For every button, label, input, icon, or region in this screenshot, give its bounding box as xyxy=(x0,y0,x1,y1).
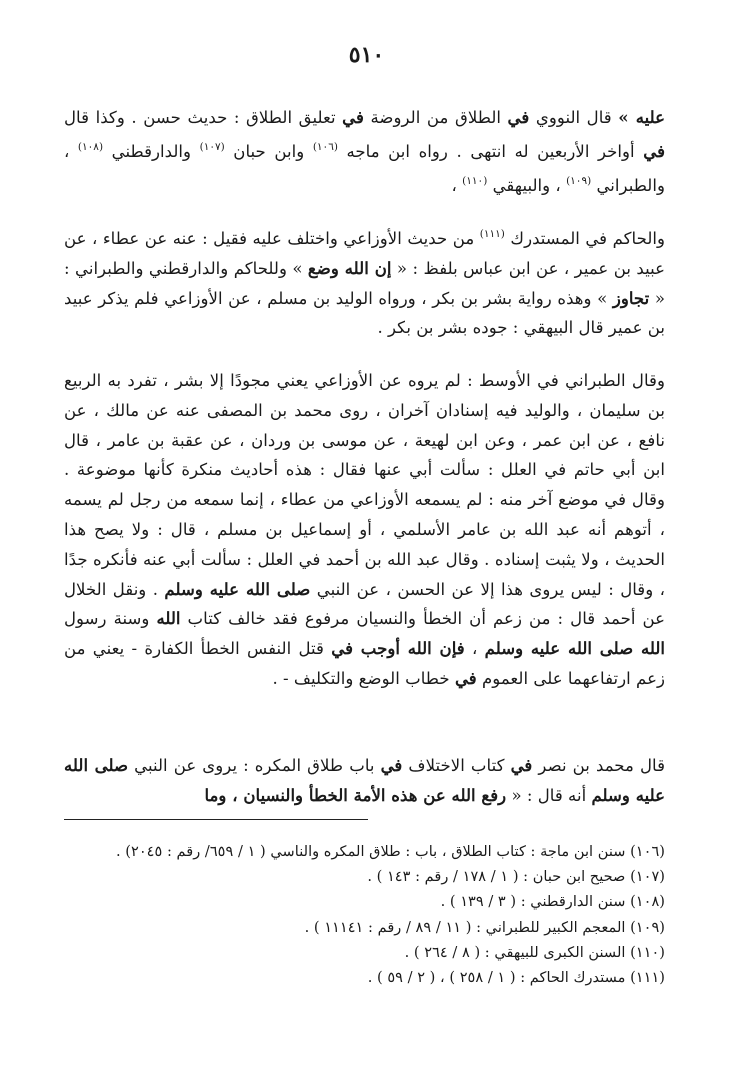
text-run: من حديث الأوزاعي واختلف عليه فقيل : عنه عن عطاء ، عن عبيد بن عمير ، عن ابن عباس بلفظ : « xyxy=(64,229,665,278)
text-run: أنه قال : « xyxy=(506,785,592,805)
text-run: » وللحاكم والدارقطني والطبراني : « xyxy=(64,258,665,308)
bold-text-run: إن الله وضع xyxy=(307,257,392,278)
bold-text-run: تجاوز xyxy=(612,287,650,308)
text-run: قتل النفس الخطأ الكفارة - يعني من زعم ارتفاعهما على العموم xyxy=(64,639,665,688)
footnote-108: (١٠٨) سنن الدارقطني : ( ٣ / ١٣٩ ) . xyxy=(440,893,665,911)
footnote-111: (١١١) مستدرك الحاكم : ( ١ / ٢٥٨ ) ، ( ٢ / ٥٩ ) . xyxy=(367,969,665,987)
text-run: وقال الطبراني في الأوسط : لم يروه عن الأوزاعي يعني مجودًا إلا بشر ، تفرد به الربيع بن سليمان ، والوليد فيه إسنادان آخران ، روى محمد بن المصفى عنه عن مالك ، عن نافع ، عن ابن عمر ، وعن ابن لهيعة ، عن موسى بن وردان ، عن عقبة بن عامر ، قال ابن أبي حاتم في العلل : سألت أبي عنها فقال : هذه أحاديث منكرة كأنها موضوعة . وقال في موضع آخر منه : لم يسمعه الأوزاعي من عطاء ، إنما سمعه من رجل لم يسمه ، أتوهم أنه عبد الله بن عامر الأسلمي ، أو إسماعيل بن مسلم ، قال : ولا يصح هذا الحديث ، ولا يثبت إسناده . وقال عبد الله بن أحمد في العلل : سألت أبي عنه فأنكره جدًا ، وقال : ليس يروى هذا إلا عن الحسن ، عن النبي xyxy=(64,371,666,599)
text-run: باب طلاق المكره : يروى عن النبي xyxy=(128,756,381,775)
footnote-divider xyxy=(64,819,368,820)
bold-text-run: في xyxy=(510,755,533,775)
text-run: تعليق الطلاق : حديث حسن . وكذا قال xyxy=(64,108,343,127)
paragraph-2 xyxy=(64,220,665,343)
footnote-ref: (١٠٧) xyxy=(199,140,225,153)
paragraph-4 xyxy=(64,751,665,811)
text-run: . ونقل الخلال عن أحمد قال : من زعم أن الخطأ والنسيان مرفوع فقد خالف كتاب xyxy=(64,579,666,629)
footnote-ref: (١٠٩) xyxy=(566,174,592,187)
footnote-ref: (١١٠) xyxy=(462,174,488,187)
text-run: قال محمد بن نصر xyxy=(532,756,665,775)
text-run: ، والطبراني xyxy=(64,141,665,195)
bold-text-run: فإن الله أوجب في xyxy=(331,638,465,659)
footnote-ref: (١٠٨) xyxy=(77,140,104,153)
paragraph-1 xyxy=(64,103,665,200)
text-run: ، والبيهقي xyxy=(487,175,567,195)
bold-text-run: رفع الله عن هذه الأمة الخطأ والنسيان ، وما xyxy=(204,784,507,805)
text-run: » وهذه رواية بشر بن بكر ، ورواه الوليد بن مسلم ، عن الأوزاعي فلم يذكر عبيد بن عمير قال البيهقي : جوده بشر بن بكر . xyxy=(64,288,665,338)
text-run: والدارقطني xyxy=(103,141,200,161)
text-run: أواخر الأربعين له انتهى . رواه ابن ماجه xyxy=(337,141,644,161)
bold-text-run: في xyxy=(380,755,403,775)
paragraph-3 xyxy=(64,366,665,694)
bold-text-run: في xyxy=(643,140,665,161)
bold-text-run: في xyxy=(507,107,530,127)
text-run: ، xyxy=(464,639,485,659)
text-run: كتاب الاختلاف xyxy=(402,756,511,775)
text-run: والحاكم في المستدرك xyxy=(504,229,666,248)
bold-text-run: الله xyxy=(156,608,181,629)
footnote-ref: (١٠٦) xyxy=(312,140,338,153)
text-run: وسنة رسول xyxy=(64,609,157,629)
footnote-110: (١١٠) السنن الكبرى للبيهقي : ( ٨ / ٢٦٤ ) . xyxy=(404,943,665,961)
footnote-109: (١٠٩) المعجم الكبير للطبراني : ( ١١ / ٨٩ / رقم : ١١١٤١ ) . xyxy=(304,918,665,936)
text-run: قال النووي xyxy=(529,108,619,127)
bold-text-run: عليه » xyxy=(618,107,665,127)
footnote-ref: (١١١) xyxy=(479,228,505,240)
bold-text-run: في xyxy=(454,667,477,688)
footnote-107: (١٠٧) صحيح ابن حبان : ( ١ / ١٧٨ / رقم : ١٤٣ ) . xyxy=(367,868,665,886)
page-number: ٥١٠ xyxy=(348,42,385,68)
footnotes-list xyxy=(64,839,665,990)
text-run: وابن حبان xyxy=(224,141,313,161)
bold-text-run: في xyxy=(342,107,364,127)
footnote-106: (١٠٦) سنن ابن ماجة : كتاب الطلاق ، باب : طلاق المكره والناسي ( ١ / ٦٥٩/ رقم : ٢٠٤٥) . xyxy=(116,843,665,860)
bold-text-run: صلى الله عليه وسلم xyxy=(64,755,665,805)
text-run: خطاب الوضع والتكليف - . xyxy=(272,668,455,688)
text-run: الطلاق من الروضة xyxy=(363,108,508,127)
bold-text-run: صلى الله عليه وسلم xyxy=(164,578,311,599)
text-run: ، xyxy=(451,175,463,195)
bold-text-run: الله صلى الله عليه وسلم xyxy=(484,638,666,659)
